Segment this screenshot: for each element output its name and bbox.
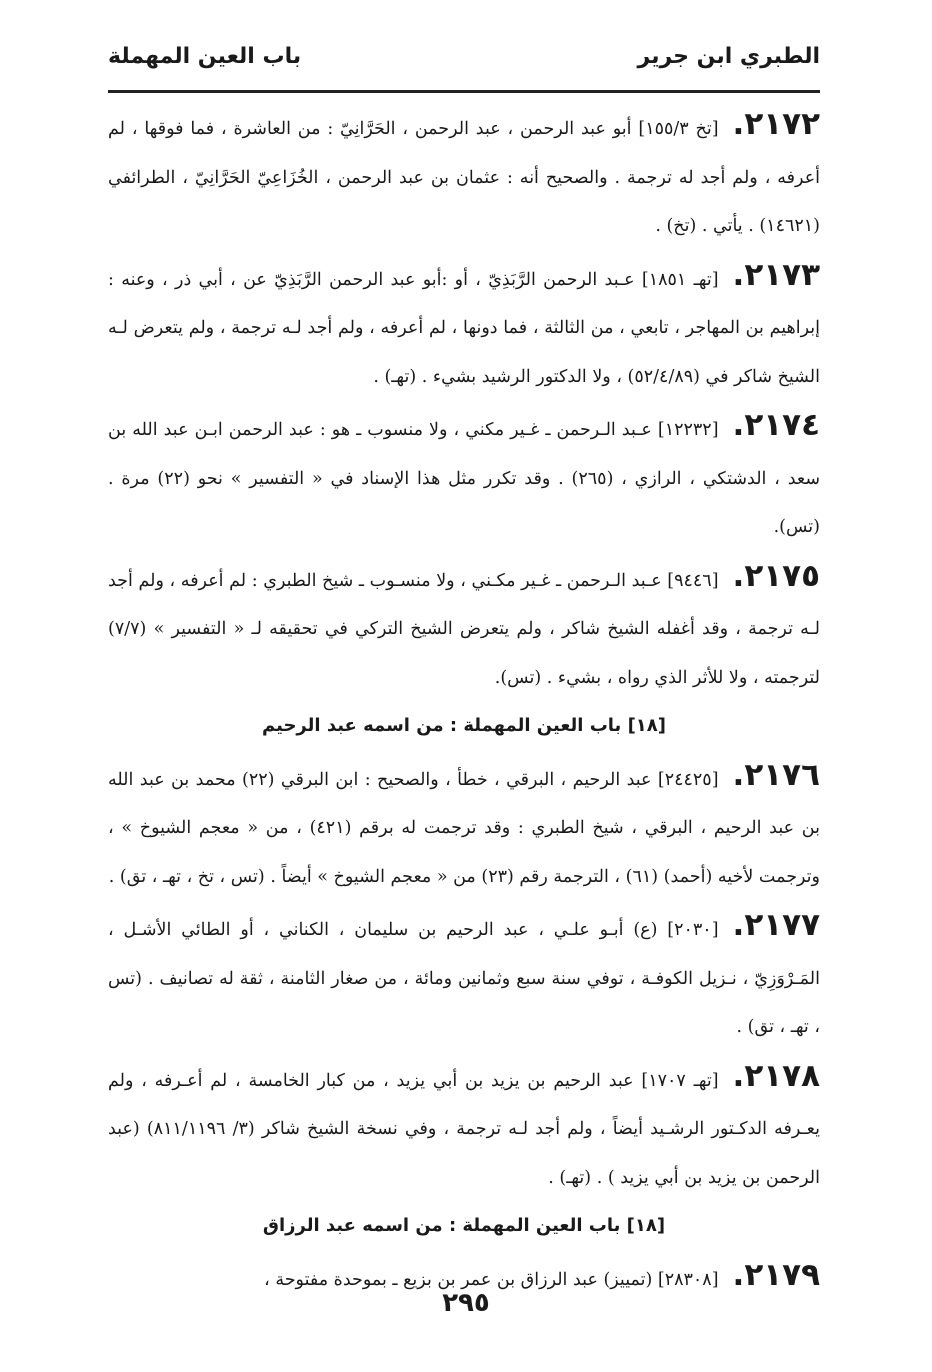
section-heading-abd-al-razzaq: [١٨] باب العين المهملة : من اسمه عبد الرزاق bbox=[262, 1215, 666, 1236]
entry-text: [تهـ ١٧٠٧] عبد الرحيم بن يزيد بن أبي يزيد ، من كبار الخامسة ، لم أعـرفه ، ولم يعـرفه الدكـتور الرشـيد أيضاً ، ولم أجد لـه ترجمة ، وفي نسخة الشيخ شاكر (٣/ ٨١١/١١٩٦) (عبد الرحمن بن يزيد بن أبي يزيد ) . (تهـ) . bbox=[108, 1070, 820, 1188]
chapter-title: باب العين المهملة bbox=[108, 44, 302, 69]
entry-text: [٢٨٣٠٨] (تمييز) عبد الرزاق بن عمر بن بزيع ـ بموحدة مفتوحة ، bbox=[264, 1269, 719, 1290]
entry-2177 bbox=[108, 901, 820, 1052]
entry-2176 bbox=[108, 751, 820, 902]
entry-number: ٢١٧٩. bbox=[732, 1256, 820, 1293]
entry-text: [٩٤٤٦] عـبد الـرحمن ـ غـير مكـني ، ولا منسـوب ـ شيخ الطبري : لم أعرفه ، ولم أجد لـه ترجمة ، وقد أغفله الشيخ شاكر ، ولم يتعرض الشيخ التركي في تحقيقه لـ « التفسير » (٧/٧) لترجمته ، ولا للأثر الذي رواه ، بشيء . (تس). bbox=[108, 570, 820, 688]
entry-number: ٢١٧٨. bbox=[732, 1057, 820, 1094]
page-body bbox=[108, 100, 820, 1304]
entry-2174 bbox=[108, 401, 820, 552]
section-heading-abd-al-rahim: [١٨] باب العين المهملة : من اسمه عبد الرحيم bbox=[261, 715, 667, 736]
entry-number: ٢١٧٥. bbox=[732, 557, 820, 594]
entry-number: ٢١٧٣. bbox=[732, 256, 820, 293]
entry-number: ٢١٧٧. bbox=[732, 907, 820, 943]
entry-text: [١٢٢٣٢] عـبد الـرحمن ـ غـير مكني ، ولا منسوب ـ هو : عبد الرحمن ابـن عبد الله بن سعد ، الدشتكي ، الرازي ، (٢٦٥) . وقد تكرر مثل هذا الإسناد في « التفسير » نحو (٢٢) مرة . (تس). bbox=[108, 420, 821, 537]
entry-2173 bbox=[108, 251, 820, 402]
entry-2175 bbox=[108, 552, 820, 703]
entry-number: ٢١٧٤. bbox=[732, 407, 820, 443]
book-title: الطبري ابن جرير bbox=[637, 44, 820, 69]
header-rule bbox=[108, 90, 820, 93]
entry-number: ٢١٧٢. bbox=[732, 106, 821, 142]
entry-text: [٢٠٣٠] (ع) أبـو علـي ، عبد الرحيم بن سليمان ، الكناني ، أو الطائي الأشـل ، المَـرْوَزِيّ ، نـزيل الكوفـة ، توفي سنة سبع وثمانين ومائة ، من صغار الثامنة ، ثقة له تصانيف . (تس ، تهـ ، تق) . bbox=[108, 920, 820, 1037]
entry-text: [تخ ١٥٥/٣] أبو عبد الرحمن ، عبد الرحمن ، الحَرَّانِيّ : من العاشرة ، فما فوقها ، لم أعرفه ، ولم أجد له ترجمة . والصحيح أنه : عثمان بن عبد الرحمن ، الخُزَاعِيّ الحَرَّانِيّ ، الطرائفي (١٤٦٢١) . يأتي . (تخ) . bbox=[108, 119, 820, 236]
page-number: ٢٩٥ bbox=[442, 1288, 490, 1318]
entry-text: [تهـ ١٨٥١] عـبد الرحمن الرَّبَذِيّ ، أو :أبو عبد الرحمن الرَّبَذِيّ عن ، أبي ذر ، وعنه : إبراهيم بن المهاجر ، تابعي ، من الثالثة ، فما دونها ، لم أعرفه ، ولم أجد لـه ترجمة ، ولم يتعرض لـه الشيخ شاكر في (٥٢/٤/٨٩) ، ولا الدكتور الرشيد بشيء . (تهـ) . bbox=[108, 269, 820, 387]
entry-2172 bbox=[108, 100, 820, 251]
entry-number: ٢١٧٦. bbox=[732, 756, 820, 793]
entry-text: [٢٤٤٢٥] عبد الرحيم ، البرقي ، خطأ ، والصحيح : ابن البرقي (٢٢) محمد بن عبد الله بن عبد الرحيم ، البرقي ، شيخ الطبري : وقد ترجمت له برقم (٤٢١) ، من « معجم الشيوخ » ، وترجمت لأخيه (أحمد) (٦١) ، الترجمة رقم (٢٣) من « معجم الشيوخ » أيضاً . (تس ، تخ ، تهـ ، تق) . bbox=[108, 769, 820, 887]
running-header bbox=[108, 44, 820, 84]
entry-2178 bbox=[108, 1052, 820, 1203]
